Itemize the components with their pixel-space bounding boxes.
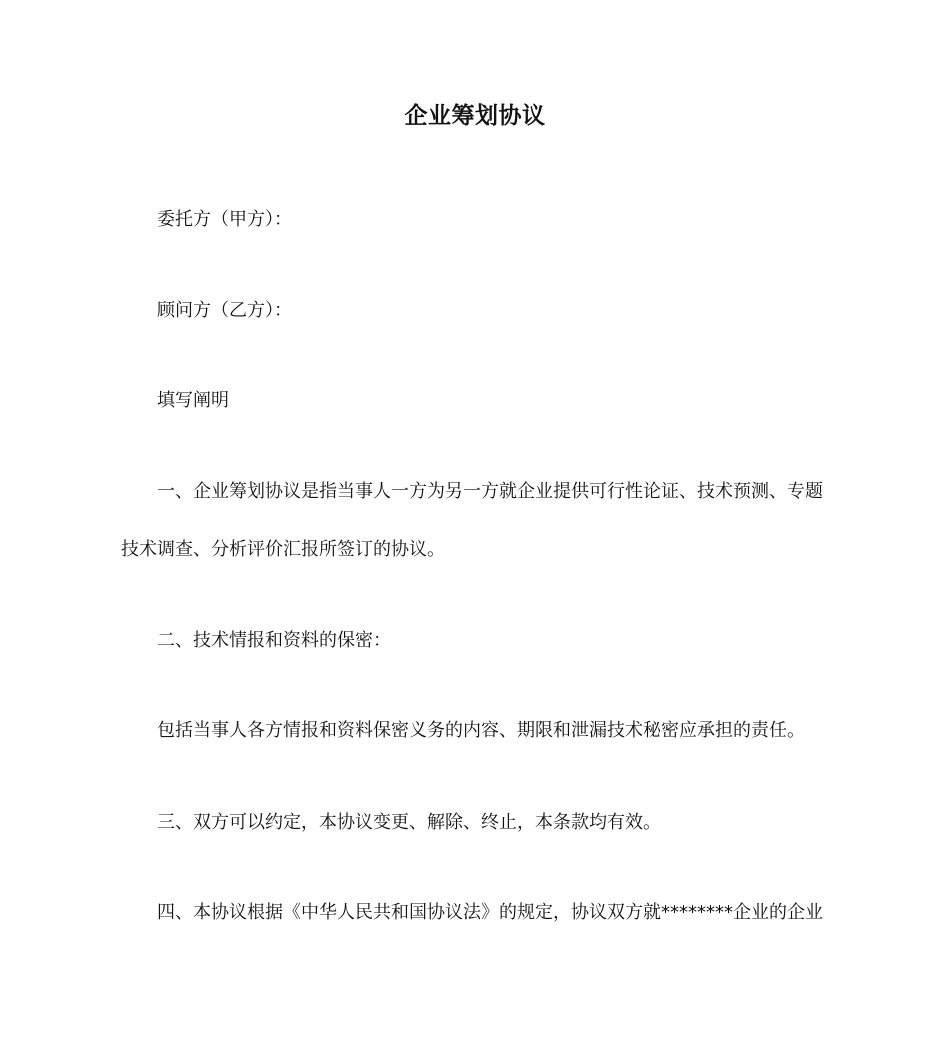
- item2-heading: 二、技术情报和资料的保密：: [157, 630, 391, 651]
- party-a-label: 委托方（甲方）：: [157, 209, 292, 230]
- item1-line2: 技术调查、分析评价汇报所签订的协议。: [121, 539, 445, 560]
- item1-line1: 一、企业筹划协议是指当事人一方为另一方就企业提供可行性论证、技术预测、专题: [157, 481, 823, 502]
- item3-text: 三、双方可以约定，本协议变更、解除、终止，本条款均有效。: [157, 812, 661, 833]
- document-title: 企业筹划协议: [404, 103, 546, 129]
- item2-body: 包括当事人各方情报和资料保密义务的内容、期限和泄漏技术秘密应承担的责任。: [157, 720, 805, 741]
- instructions-heading: 填写阐明: [157, 390, 229, 411]
- party-b-label: 顾问方（乙方）：: [157, 300, 292, 321]
- item4-line1: 四、本协议根据《中华人民共和国协议法》的规定，协议双方就********企业的企业: [157, 902, 823, 923]
